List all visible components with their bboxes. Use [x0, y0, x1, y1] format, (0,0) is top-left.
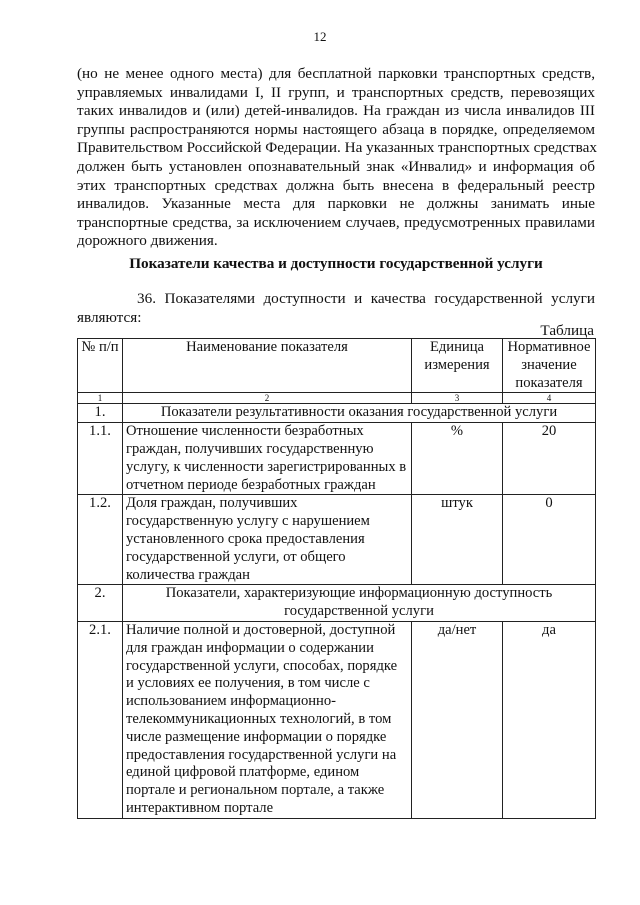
row-number: 1.2. — [78, 495, 123, 585]
header-unit: Единица измерения — [412, 339, 503, 393]
text-line: (но не менее одного места) для бесплатной парковки транспортных средств, — [77, 65, 595, 82]
table-row — [78, 495, 596, 585]
column-number: 3 — [412, 393, 503, 404]
column-number: 4 — [503, 393, 596, 404]
header-num: № п/п — [78, 339, 123, 393]
section-row — [78, 585, 596, 622]
header-norm: Нормативное значение показателя — [503, 339, 596, 393]
row-unit: да/нет — [412, 621, 503, 818]
text-line: группы распространяются нормы настоящего абзаца в порядке, определяемом — [77, 120, 595, 138]
column-number: 2 — [123, 393, 412, 404]
section-title: Показатели, характеризующие информационную доступность государственной услуги — [123, 585, 596, 622]
row-value: 0 — [503, 495, 596, 585]
table-header-row — [78, 339, 596, 393]
row-unit: штук — [412, 495, 503, 585]
row-number: 1.1. — [78, 423, 123, 495]
table-caption: Таблица — [540, 322, 594, 339]
text-line: 36. Показателями доступности и качества государственной услуги — [137, 290, 595, 307]
text-line: Правительством Российской Федерации. На указанных транспортных средствах — [77, 139, 597, 157]
section-heading: Показатели качества и доступности государственной услуги — [129, 255, 543, 272]
column-number-row — [78, 393, 596, 404]
row-value: 20 — [503, 423, 596, 495]
header-name: Наименование показателя — [123, 339, 412, 393]
page-number: 12 — [313, 29, 327, 44]
row-unit: % — [412, 423, 503, 495]
table-row — [78, 423, 596, 495]
row-indicator-name: Доля граждан, получивших государственную услугу с нарушением установленного срока предоставления государственной услуги, от общего количества граждан — [123, 495, 412, 585]
column-number: 1 — [78, 393, 123, 404]
paragraph-parking — [77, 65, 595, 251]
section-row — [78, 404, 596, 423]
text-line: таких инвалидов и (или) детей-инвалидов. На граждан из числа инвалидов III — [77, 102, 595, 120]
text-line: транспортные средства, за исключением случаев, предусмотренных правилами — [77, 213, 595, 231]
row-number: 2.1. — [78, 621, 123, 818]
text-line: управляемых инвалидами I, II групп, и транспортных средств, перевозящих — [77, 83, 595, 101]
text-line: должен быть установлен опознавательный знак «Инвалид» и информация об — [77, 157, 595, 175]
text-line: этих транспортных средствах должна быть внесена в федеральный реестр — [77, 176, 595, 194]
row-value: да — [503, 621, 596, 818]
table-row — [78, 621, 596, 818]
paragraph-indicators-intro — [77, 290, 595, 327]
section-title: Показатели результативности оказания государственной услуги — [123, 404, 596, 423]
text-line: являются: — [77, 308, 142, 326]
section-number: 2. — [78, 585, 123, 622]
indicators-table — [77, 338, 596, 819]
text-line: инвалидов. Указанные места для парковки не должны занимать иные — [77, 195, 595, 213]
section-number: 1. — [78, 404, 123, 423]
row-indicator-name: Отношение численности безработных граждан, получивших государственную услугу, к численности зарегистрированных в отчетном периоде безработных граждан — [123, 423, 412, 495]
text-line: дорожного движения. — [77, 232, 218, 250]
row-indicator-name: Наличие полной и достоверной, доступной для граждан информации о содержании государственной услуги, способах, порядке и условиях ее получения, в том числе с использованием информационно-телекоммуникационных технологий, в том числе размещение информации о порядке предоставления государственной услуги на единой цифровой платформе, едином портале и региональном портале, а также интерактивном портале — [123, 621, 412, 818]
